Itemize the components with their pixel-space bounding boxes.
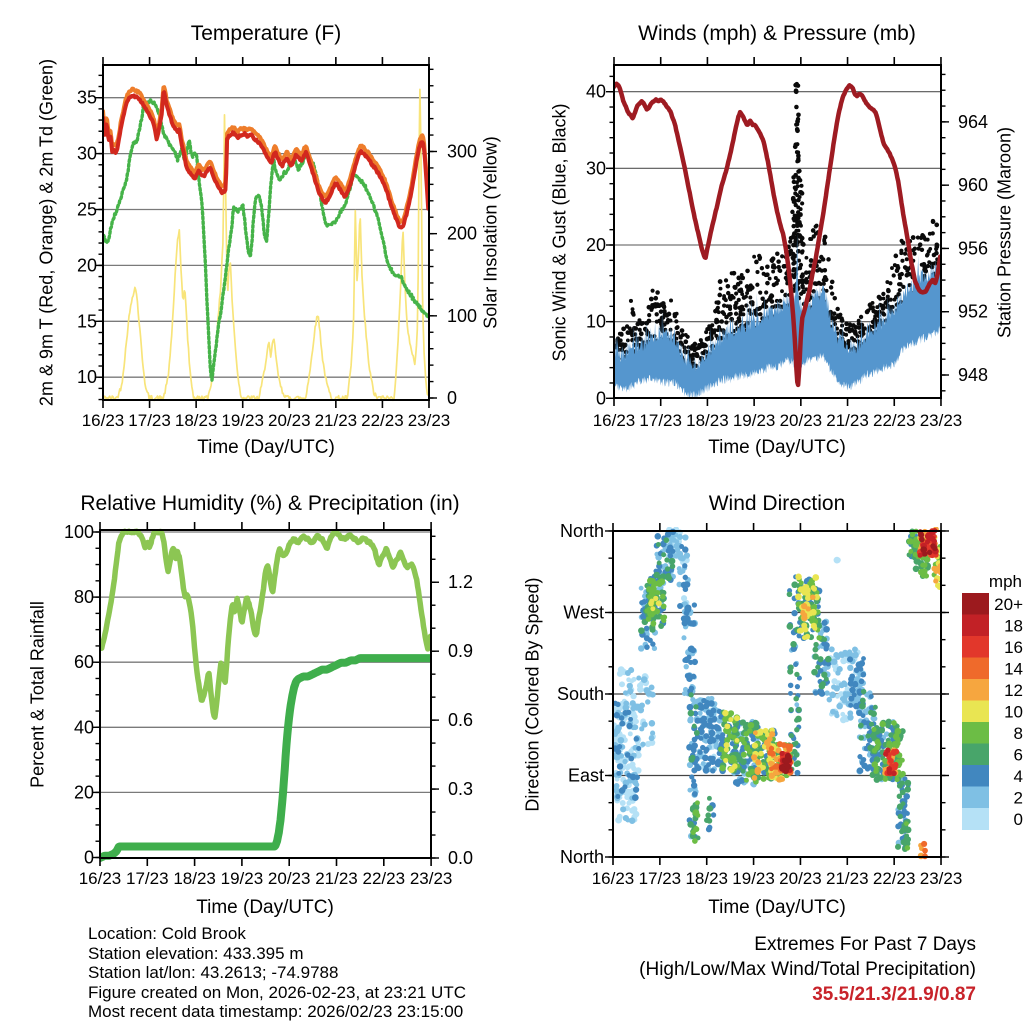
svg-text:60: 60: [73, 652, 94, 673]
svg-text:15: 15: [76, 311, 97, 332]
wind-direction-xlabel: Time (Day/UTC): [708, 897, 846, 918]
svg-text:18/23: 18/23: [174, 411, 218, 430]
svg-text:40: 40: [73, 717, 94, 738]
svg-text:18/23: 18/23: [685, 869, 728, 888]
svg-text:16/23: 16/23: [78, 869, 122, 888]
svg-text:1.2: 1.2: [448, 572, 474, 593]
svg-text:17/23: 17/23: [126, 869, 169, 888]
svg-text:0: 0: [595, 388, 606, 409]
station-location: Location: Cold Brook: [88, 924, 246, 943]
svg-text:948: 948: [958, 365, 989, 385]
svg-text:30: 30: [585, 158, 606, 179]
svg-text:South: South: [556, 683, 604, 704]
svg-text:21/23: 21/23: [315, 869, 358, 888]
temperature-title: Temperature (F): [190, 22, 342, 45]
svg-text:21/23: 21/23: [826, 411, 869, 430]
svg-text:16/23: 16/23: [591, 869, 635, 888]
svg-text:200: 200: [447, 223, 478, 244]
humidity-xlabel: Time (Day/UTC): [196, 897, 334, 918]
svg-text:23/23: 23/23: [919, 869, 963, 888]
winds-ylabel-left: Sonic Wind & Gust (Blue, Black): [549, 103, 570, 362]
svg-text:960: 960: [958, 175, 989, 196]
svg-text:22/23: 22/23: [362, 869, 406, 888]
svg-text:North: North: [559, 847, 604, 867]
svg-text:20: 20: [76, 255, 97, 276]
station-latlon: Station lat/lon: 43.2613; -74.9788: [88, 963, 339, 982]
svg-text:20+: 20+: [994, 594, 1023, 614]
svg-text:23/23: 23/23: [919, 411, 963, 430]
svg-text:18/23: 18/23: [686, 411, 729, 430]
svg-text:25: 25: [76, 199, 97, 220]
svg-text:22/23: 22/23: [872, 869, 916, 888]
svg-text:21/23: 21/23: [314, 411, 358, 430]
svg-text:14: 14: [1004, 659, 1023, 679]
svg-text:0.6: 0.6: [448, 710, 474, 731]
svg-text:20: 20: [585, 235, 606, 255]
svg-text:23/23: 23/23: [409, 869, 453, 888]
svg-text:20/23: 20/23: [268, 411, 311, 430]
svg-text:0.0: 0.0: [448, 848, 474, 868]
temperature-ylabel-right: Solar Insolation (Yellow): [480, 136, 501, 329]
extremes-block: [476, 932, 976, 1007]
svg-text:100: 100: [447, 305, 478, 326]
svg-text:964: 964: [958, 111, 989, 132]
svg-text:0: 0: [447, 388, 458, 408]
svg-text:300: 300: [447, 141, 478, 162]
svg-text:North: North: [559, 520, 604, 541]
svg-text:17/23: 17/23: [639, 411, 682, 430]
winds-title: Winds (mph) & Pressure (mb): [638, 22, 916, 45]
svg-text:23/23: 23/23: [407, 411, 451, 430]
svg-text:20/23: 20/23: [779, 869, 822, 888]
svg-text:0: 0: [1013, 809, 1023, 829]
svg-text:17/23: 17/23: [638, 869, 682, 888]
colorbar-title: mph: [988, 572, 1022, 591]
svg-text:30: 30: [76, 143, 97, 164]
svg-text:0.3: 0.3: [448, 779, 474, 800]
svg-text:2: 2: [1013, 788, 1023, 808]
svg-text:0: 0: [83, 847, 94, 868]
svg-text:0.9: 0.9: [448, 641, 474, 662]
winds-ylabel-right: Station Pressure (Maroon): [994, 126, 1015, 339]
svg-text:19/23: 19/23: [732, 411, 776, 430]
figure-created: Figure created on Mon, 2026-02-23, at 23:21 UTC: [88, 982, 466, 1002]
svg-text:10: 10: [1004, 702, 1023, 722]
svg-text:19/23: 19/23: [732, 869, 775, 888]
svg-text:16/23: 16/23: [81, 411, 125, 430]
svg-text:22/23: 22/23: [361, 411, 404, 430]
station-info: [88, 924, 466, 1022]
svg-text:21/23: 21/23: [826, 869, 869, 888]
svg-text:952: 952: [958, 301, 989, 322]
station-elevation: Station elevation: 433.395 m: [88, 943, 304, 963]
wind-direction-title: Wind Direction: [708, 492, 846, 515]
svg-text:16/23: 16/23: [592, 411, 636, 430]
svg-text:35: 35: [76, 87, 97, 108]
svg-text:40: 40: [585, 81, 606, 102]
extremes-title: Extremes For Past 7 Days: [754, 934, 976, 955]
svg-text:20/23: 20/23: [267, 869, 311, 888]
svg-text:80: 80: [73, 587, 94, 608]
svg-text:19/23: 19/23: [221, 411, 264, 430]
svg-text:956: 956: [958, 238, 989, 259]
svg-text:19/23: 19/23: [220, 869, 264, 888]
svg-text:17/23: 17/23: [128, 411, 171, 430]
svg-text:22/23: 22/23: [872, 411, 916, 430]
svg-text:East: East: [567, 765, 604, 786]
svg-text:10: 10: [76, 367, 97, 388]
svg-text:8: 8: [1013, 723, 1023, 743]
extremes-subtitle: (High/Low/Max Wind/Total Precipitation): [639, 959, 976, 980]
svg-text:100: 100: [63, 522, 94, 542]
temperature-xlabel: Time (Day/UTC): [197, 437, 335, 458]
svg-text:18: 18: [1004, 616, 1023, 636]
svg-text:West: West: [563, 602, 604, 623]
humidity-title: Relative Humidity (%) & Precipitation (in): [80, 492, 460, 515]
humidity-ylabel-left: Percent & Total Rainfall: [27, 601, 48, 788]
winds-xlabel: Time (Day/UTC): [708, 437, 846, 458]
svg-text:6: 6: [1013, 745, 1023, 765]
svg-text:20/23: 20/23: [779, 411, 823, 430]
extremes-values: 35.5/21.3/21.9/0.87: [812, 984, 976, 1005]
data-timestamp: Most recent data timestamp: 2026/02/23 23:15:00: [88, 1002, 464, 1021]
temperature-ylabel-left: 2m & 9m T (Red, Orange) & 2m Td (Green): [36, 58, 57, 407]
svg-text:12: 12: [1004, 680, 1023, 700]
svg-text:20: 20: [73, 782, 94, 803]
svg-text:10: 10: [585, 311, 606, 332]
svg-text:4: 4: [1013, 766, 1023, 786]
svg-text:18/23: 18/23: [173, 869, 216, 888]
wind-direction-ylabel-left: Direction (Colored By Speed): [522, 577, 543, 812]
svg-text:16: 16: [1004, 637, 1023, 657]
